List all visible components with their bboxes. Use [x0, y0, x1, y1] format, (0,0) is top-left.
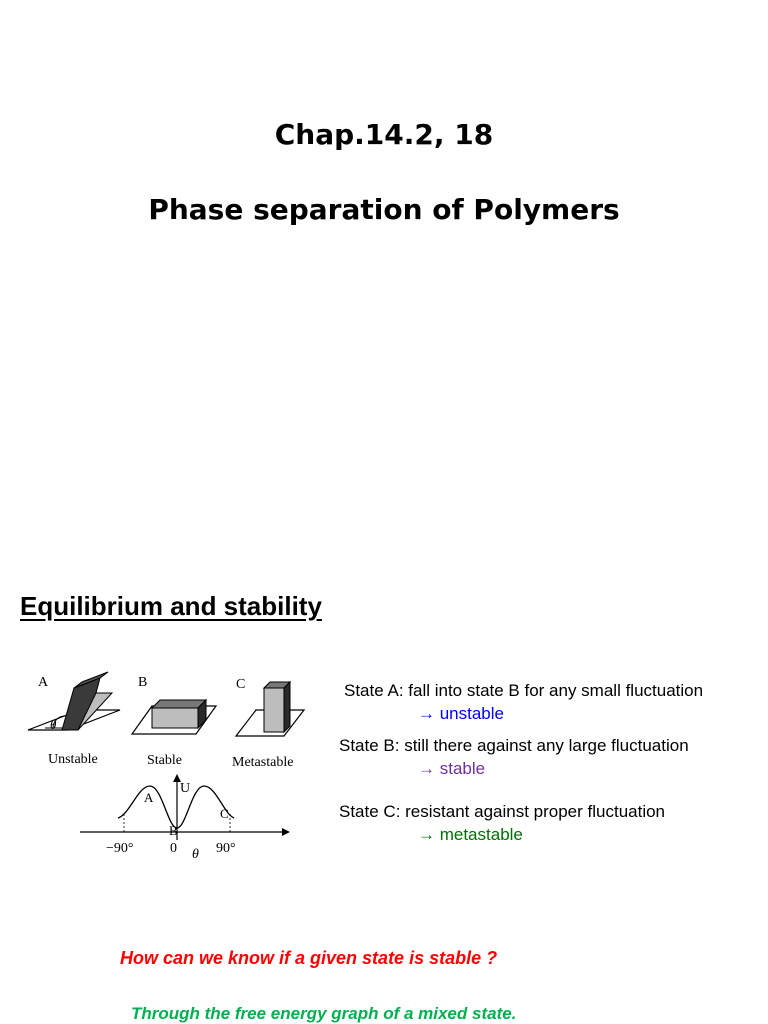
state-b-result: → stable — [418, 759, 486, 778]
state-c-result: → metastable — [418, 825, 523, 844]
question-text: How can we know if a given state is stable ? — [120, 948, 498, 968]
caption-stable: Stable — [147, 753, 182, 768]
x-axis-symbol: θ — [192, 847, 199, 862]
block-b-figure — [132, 700, 216, 734]
state-b-text: State B: still there against any large fluctuation — [339, 736, 689, 755]
x-tick-90: 90° — [216, 841, 236, 856]
x-tick-0: 0 — [170, 841, 177, 856]
block-label-b: B — [138, 675, 148, 690]
x-tick-neg90: −90° — [106, 841, 134, 856]
slide-title: Chap.14.2, 18 — [274, 118, 494, 151]
state-a-text: State A: fall into state B for any small fluctuation — [344, 681, 704, 700]
answer-text: Through the free energy graph of a mixed state. — [131, 1004, 517, 1023]
block-label-a: A — [38, 675, 49, 690]
energy-axis-label: U — [180, 781, 191, 796]
state-a-result: → unstable — [418, 704, 504, 723]
caption-metastable: Metastable — [232, 755, 294, 770]
stability-diagram — [20, 668, 310, 868]
state-c-text: State C: resistant against proper fluctuation — [339, 802, 666, 821]
curve-label-b: B — [169, 823, 178, 838]
angle-symbol: θ — [50, 717, 57, 732]
energy-curve — [118, 786, 234, 828]
slide-subtitle: Phase separation of Polymers — [148, 193, 620, 226]
section-heading: Equilibrium and stability — [20, 591, 322, 621]
caption-unstable: Unstable — [48, 752, 98, 767]
block-c-figure — [236, 682, 304, 736]
curve-label-c: C — [220, 806, 229, 821]
curve-label-a: A — [144, 790, 154, 805]
block-label-c: C — [236, 677, 246, 692]
